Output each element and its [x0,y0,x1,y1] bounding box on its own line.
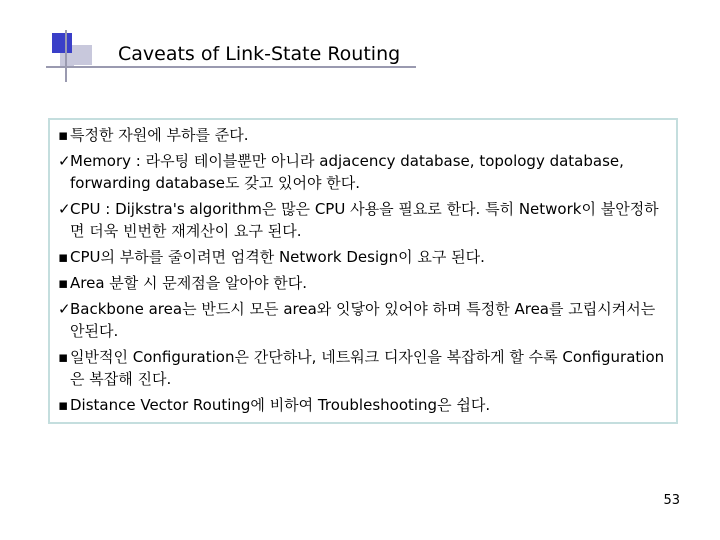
bullet-item [58,272,676,294]
decorative-square [72,45,92,65]
page-number: 53 [663,493,680,508]
bullet-square-icon: ▪ [58,348,69,366]
bullet-square-icon: ▪ [58,126,69,144]
bullet-text: 일반적인 Configuration은 간단하나, 네트워크 디자인을 복잡하게 할 수록 Configuration은 복잡해 진다. [70,348,665,388]
bullet-square-icon: ▪ [58,248,69,266]
bullet-text: Backbone area는 반드시 모든 area와 잇닿아 있어야 하며 특정한 Area를 고립시켜서는 안된다. [70,300,656,340]
checkmark-icon: ✓ [58,200,71,218]
checkmark-icon: ✓ [58,300,71,318]
bullet-item [58,346,676,390]
decorative-square [52,33,72,53]
bullet-square-icon: ▪ [58,274,69,292]
content-box [48,118,678,424]
bullet-item [58,298,676,342]
bullet-item [58,124,676,146]
checkmark-icon: ✓ [58,152,71,170]
bullet-item [58,246,676,268]
bullet-text: Area 분할 시 문제점을 알아야 한다. [70,274,308,292]
bullet-text: 특정한 자원에 부하를 준다. [70,126,249,144]
bullet-square-icon: ▪ [58,396,69,414]
title-underline [46,66,416,68]
slide-title: Caveats of Link-State Routing [118,43,401,65]
bullet-text: CPU의 부하를 줄이려면 엄격한 Network Design이 요구 된다. [70,248,485,266]
bullet-text: Memory : 라우팅 테이블뿐만 아니라 adjacency database, topology database, forwarding database도 갖고 있어야 한다. [70,152,624,192]
decorative-line [65,30,67,82]
bullet-text: Distance Vector Routing에 비하여 Troubleshooting은 쉽다. [70,396,491,414]
bullet-item [58,150,676,194]
bullet-item [58,394,676,416]
bullet-item [58,198,676,242]
bullet-text: CPU : Dijkstra's algorithm은 많은 CPU 사용을 필요로 한다. 특히 Network이 불안정하면 더욱 빈번한 재계산이 요구 된다. [70,200,659,240]
